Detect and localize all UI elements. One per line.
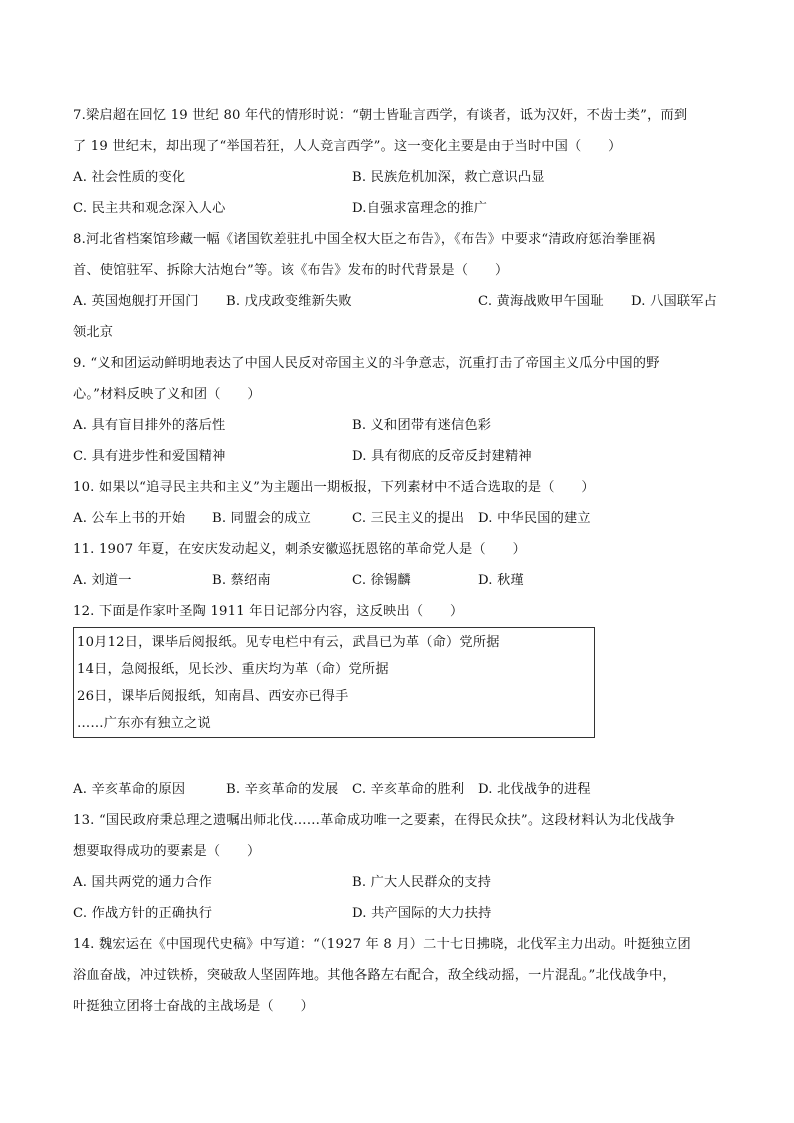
- q7-option-d[interactable]: D.自强求富理念的推广: [352, 201, 488, 216]
- question-14-text-cont2: 叶挺独立团将士奋战的主战场是（ ）: [73, 999, 314, 1014]
- q13-option-c[interactable]: C. 作战方针的正确执行: [73, 906, 213, 921]
- diary-line-4: ……广东亦有独立之说: [77, 716, 211, 731]
- question-13-text: 13. “国民政府秉总理之遗嘱出师北伐……革命成功唯一之要素，在得民众扶”。这段材料认为北伐战争: [73, 813, 676, 828]
- q8-option-a[interactable]: A. 英国炮舰打开国门: [73, 294, 199, 309]
- q13-option-b[interactable]: B. 广大人民群众的支持: [352, 875, 492, 890]
- q9-option-d[interactable]: D. 具有彻底的反帝反封建精神: [352, 449, 532, 464]
- q12-option-b[interactable]: B. 辛亥革命的发展: [226, 782, 339, 797]
- q12-option-c[interactable]: C. 辛亥革命的胜利: [352, 782, 465, 797]
- q10-option-c[interactable]: C. 三民主义的提出: [352, 511, 465, 526]
- question-8-text: 8.河北省档案馆珍藏一幅《诸国钦差驻扎中国全权大臣之布告》，《布告》中要求“清政府惩治拳匪祸: [73, 232, 656, 247]
- diary-excerpt-box: [73, 627, 595, 738]
- q7-option-c[interactable]: C. 民主共和观念深入人心: [73, 201, 226, 216]
- question-10-text: 10. 如果以“追寻民主共和主义”为主题出一期板报，下列素材中不适合选取的是（ ）: [73, 480, 595, 495]
- q9-option-a[interactable]: A. 具有盲目排外的落后性: [73, 418, 226, 433]
- q8-option-c[interactable]: C. 黄海战败甲午国耻: [478, 294, 604, 309]
- question-13-text-cont: 想要取得成功的要素是（ ）: [73, 844, 261, 859]
- diary-line-2: 14日，急阅报纸，见长沙、重庆均为革（命）党所据: [77, 662, 389, 677]
- q8-option-b[interactable]: B. 戊戌政变维新失败: [226, 294, 352, 309]
- q11-option-a[interactable]: A. 刘道一: [73, 573, 132, 588]
- q11-option-d[interactable]: D. 秋瑾: [478, 573, 524, 588]
- q9-option-b[interactable]: B. 义和团带有迷信色彩: [352, 418, 492, 433]
- q13-option-a[interactable]: A. 国共两党的通力合作: [73, 875, 212, 890]
- question-8-text-cont: 首、使馆驻军、拆除大沽炮台”等。该《布告》发布的时代背景是（ ）: [73, 263, 509, 278]
- q9-option-c[interactable]: C. 具有进步性和爱国精神: [73, 449, 226, 464]
- question-14-text: 14. 魏宏运在《中国现代史稿》中写道：“（1927 年 8 月）二十七日拂晓，北伐军主力出动。叶挺独立团: [73, 937, 691, 952]
- q10-option-d[interactable]: D. 中华民国的建立: [478, 511, 591, 526]
- diary-line-3: 26日，课毕后阅报纸，知南昌、西安亦已得手: [77, 689, 349, 704]
- q11-option-b[interactable]: B. 蔡绍南: [212, 573, 271, 588]
- q8-option-d-cont: 领北京: [73, 325, 114, 340]
- q7-option-b[interactable]: B. 民族危机加深，救亡意识凸显: [352, 170, 545, 185]
- q12-option-a[interactable]: A. 辛亥革命的原因: [73, 782, 186, 797]
- q10-option-b[interactable]: B. 同盟会的成立: [212, 511, 311, 526]
- diary-line-1: 10月12日，课毕后阅报纸。见专电栏中有云，武昌已为革（命）党所据: [77, 635, 500, 650]
- q10-option-a[interactable]: A. 公车上书的开始: [73, 511, 186, 526]
- question-14-text-cont: 浴血奋战，冲过铁桥，突破敌人坚固阵地。其他各路左右配合，敌全线动摇，一片混乱。”北伐战争中，: [73, 968, 676, 983]
- question-9-text: 9. “义和团运动鲜明地表达了中国人民反对帝国主义的斗争意志，沉重打击了帝国主义瓜分中国的野: [73, 356, 660, 371]
- q12-option-d[interactable]: D. 北伐战争的进程: [478, 782, 591, 797]
- question-12-text: 12. 下面是作家叶圣陶 1911 年日记部分内容，这反映出（ ）: [73, 604, 464, 619]
- question-11-text: 11. 1907 年夏，在安庆发动起义，刺杀安徽巡抚恩铭的革命党人是（ ）: [73, 542, 526, 557]
- question-7-text: 7.梁启超在回忆 19 世纪 80 年代的情形时说：“朝士皆耻言西学，有谈者，诋为汉奸，不齿士类”，而到: [73, 108, 688, 123]
- question-7-text-cont: 了 19 世纪末，却出现了“举国若狂，人人竞言西学”。这一变化主要是由于当时中国（ ）: [73, 139, 622, 154]
- q13-option-d[interactable]: D. 共产国际的大力扶持: [352, 906, 492, 921]
- q7-option-a[interactable]: A. 社会性质的变化: [73, 170, 186, 185]
- question-9-text-cont: 心。”材料反映了义和团（ ）: [73, 387, 261, 402]
- q8-option-d[interactable]: D. 八国联军占: [631, 294, 718, 309]
- q11-option-c[interactable]: C. 徐锡麟: [352, 573, 411, 588]
